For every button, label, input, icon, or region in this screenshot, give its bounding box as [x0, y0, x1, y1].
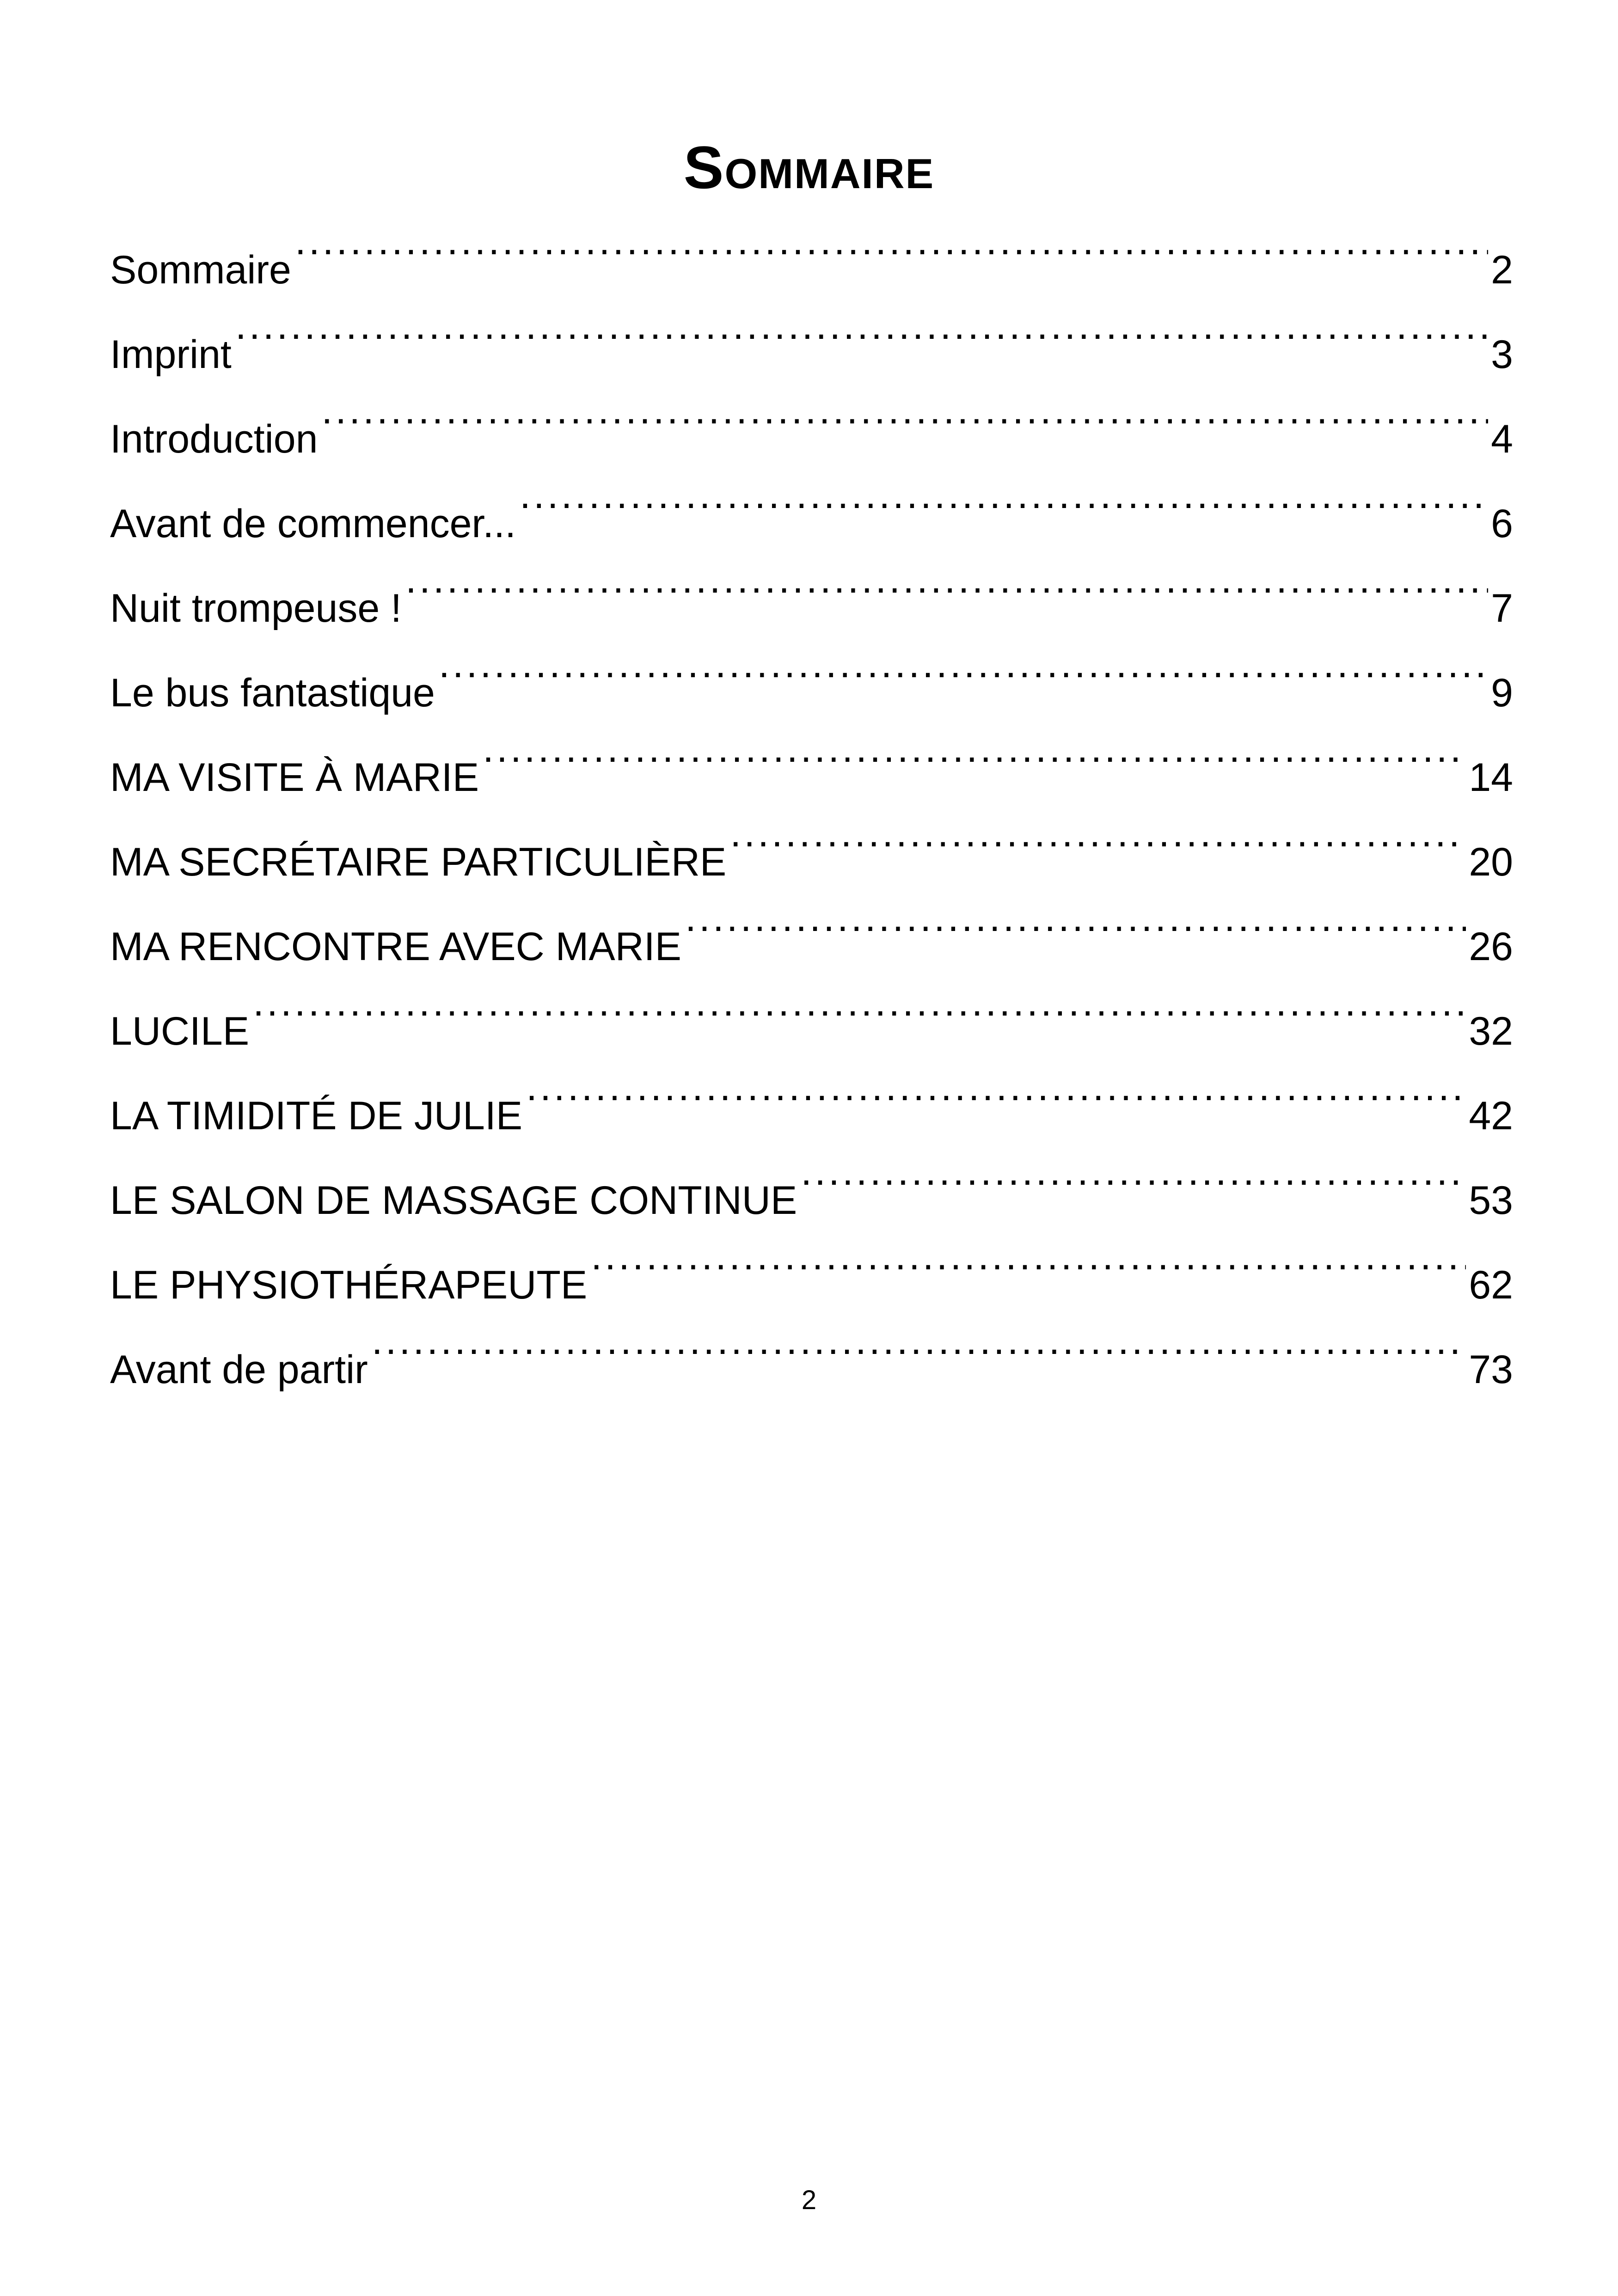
toc-entry[interactable] [110, 283, 1513, 377]
toc-dot-leader [321, 368, 1488, 453]
toc-dot-leader [439, 622, 1488, 706]
toc-entry-page: 2 [1491, 248, 1513, 292]
page-number: 2 [801, 2185, 817, 2215]
toc-entry-page: 26 [1469, 925, 1513, 969]
toc-entry-label: MA RENCONTRE AVEC MARIE [110, 925, 682, 969]
toc-entry-page: 62 [1469, 1263, 1513, 1307]
toc-entry-page: 53 [1469, 1178, 1513, 1223]
toc-entry-label: Nuit trompeuse ! [110, 586, 402, 631]
toc-dot-leader [801, 1129, 1466, 1214]
toc-dot-leader [591, 1214, 1466, 1298]
toc-entry-page: 4 [1491, 417, 1513, 461]
toc-entry-page: 73 [1469, 1347, 1513, 1392]
toc-dot-leader [253, 960, 1466, 1045]
toc-dot-leader [295, 199, 1488, 283]
toc-entry-page: 14 [1469, 755, 1513, 800]
toc-dot-leader [372, 1298, 1466, 1383]
toc-entry-page: 20 [1469, 840, 1513, 884]
toc-entry-page: 6 [1491, 502, 1513, 546]
toc-entry[interactable] [110, 1045, 1513, 1138]
toc-dot-leader [526, 1045, 1466, 1129]
toc-dot-leader [483, 706, 1466, 791]
toc-entry-label: Le bus fantastique [110, 671, 435, 715]
toc-dot-leader [235, 283, 1488, 368]
toc-dot-leader [730, 791, 1466, 876]
toc-entry-label: MA VISITE À MARIE [110, 755, 479, 800]
toc-entry[interactable] [110, 368, 1513, 461]
toc-entry[interactable] [110, 199, 1513, 292]
toc-entry-label: Imprint [110, 332, 232, 377]
toc-entry[interactable] [110, 960, 1513, 1053]
toc-entry-label: Sommaire [110, 248, 291, 292]
toc-entry-page: 42 [1469, 1094, 1513, 1138]
toc-entry-label: Avant de commencer... [110, 502, 516, 546]
toc-entry-label: MA SECRÉTAIRE PARTICULIÈRE [110, 840, 727, 884]
toc-dot-leader [405, 537, 1488, 622]
toc-entry-label: LUCILE [110, 1009, 250, 1053]
table-of-contents [110, 199, 1513, 1392]
toc-entry-page: 7 [1491, 586, 1513, 631]
toc-dot-leader [685, 876, 1466, 960]
toc-entry-label: LA TIMIDITÉ DE JULIE [110, 1094, 523, 1138]
toc-entry-label: LE SALON DE MASSAGE CONTINUE [110, 1178, 797, 1223]
toc-entry-label: Introduction [110, 417, 318, 461]
toc-entry-label: LE PHYSIOTHÉRAPEUTE [110, 1263, 588, 1307]
toc-entry-page: 3 [1491, 332, 1513, 377]
page-title: Sommaire [683, 134, 935, 202]
toc-entry-page: 32 [1469, 1009, 1513, 1053]
toc-dot-leader [520, 453, 1488, 537]
toc-entry-page: 9 [1491, 671, 1513, 715]
toc-entry-label: Avant de partir [110, 1347, 368, 1392]
